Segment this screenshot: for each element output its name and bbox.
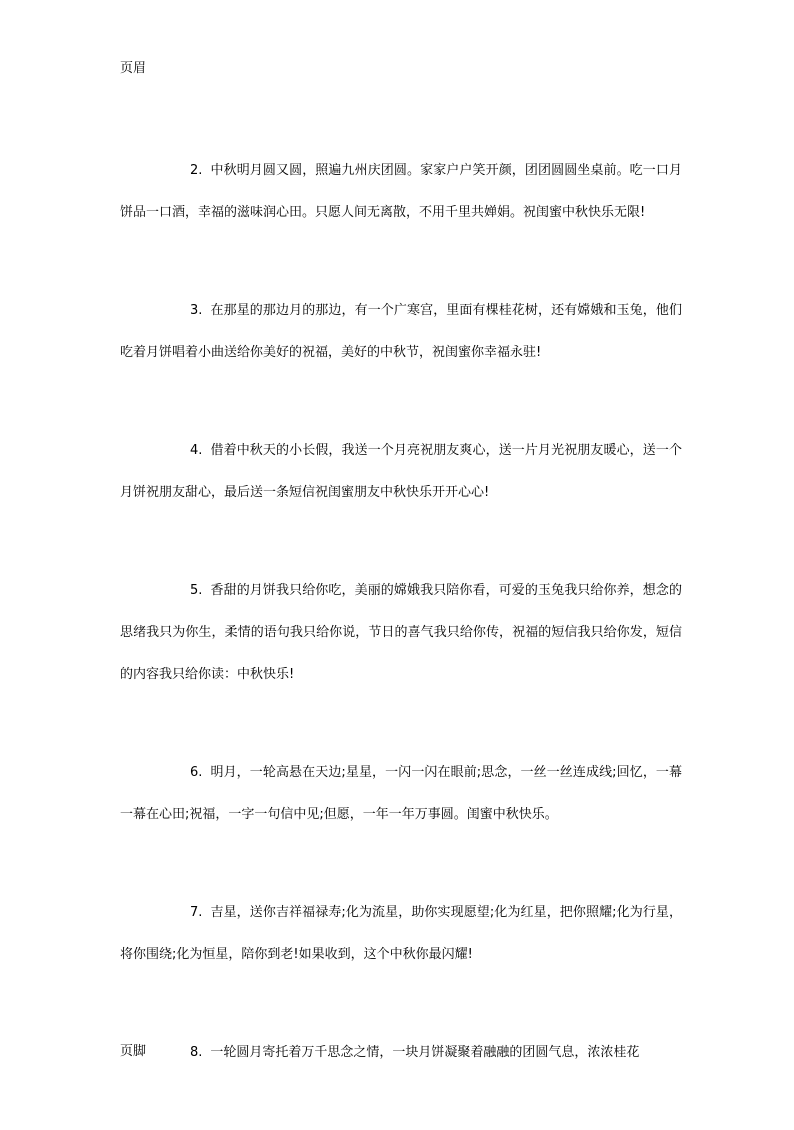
paragraph-number: 7. (190, 905, 203, 920)
paragraph-text: 中秋明月圆又圆，照遍九州庆团圆。家家户户笑开颜，团团圆圆坐桌前。吃一口月饼品一口酒，幸福的滋味润心田。只愿人间无离散，不用千里共婵娟。祝闺蜜中秋快乐无限! (120, 163, 682, 220)
paragraph-text: 在那星的那边月的那边，有一个广寒宫，里面有棵桂花树，还有嫦娥和玉兔，他们吃着月饼唱着小曲送给你美好的祝福，美好的中秋节，祝闺蜜你幸福永驻! (120, 303, 682, 360)
paragraph-8 (120, 1032, 682, 1074)
paragraph-number: 6. (190, 765, 203, 780)
paragraph-7 (120, 892, 682, 976)
paragraph-number: 2. (190, 163, 203, 178)
paragraph-4 (120, 430, 682, 514)
page-header: 页眉 (120, 61, 147, 76)
paragraph-5 (120, 570, 682, 696)
page-footer: 页脚 (120, 1044, 147, 1059)
paragraph-6 (120, 752, 682, 836)
paragraph-text: 吉星，送你吉祥福禄寿;化为流星，助你实现愿望;化为红星，把你照耀;化为行星，将你围绕;化为恒星，陪你到老!如果收到，这个中秋你最闪耀! (120, 905, 682, 962)
paragraph-number: 8. (190, 1045, 203, 1060)
paragraph-3 (120, 290, 682, 374)
document-body (120, 150, 682, 1130)
paragraph-number: 5. (190, 583, 203, 598)
paragraph-number: 4. (190, 443, 203, 458)
paragraph-text: 借着中秋天的小长假，我送一个月亮祝朋友爽心，送一片月光祝朋友暖心，送一个月饼祝朋友甜心，最后送一条短信祝闺蜜朋友中秋快乐开开心心! (120, 443, 682, 500)
paragraph-2 (120, 150, 682, 234)
paragraph-text: 香甜的月饼我只给你吃，美丽的嫦娥我只陪你看，可爱的玉兔我只给你养，想念的思绪我只为你生，柔情的语句我只给你说，节日的喜气我只给你传，祝福的短信我只给你发，短信的内容我只给你读：中秋快乐! (120, 583, 682, 682)
paragraph-text: 明月，一轮高悬在天边;星星，一闪一闪在眼前;思念，一丝一丝连成线;回忆，一幕一幕在心田;祝福，一字一句信中见;但愿，一年一年万事圆。闺蜜中秋快乐。 (120, 765, 682, 822)
paragraph-number: 3. (190, 303, 203, 318)
paragraph-text: 一轮圆月寄托着万千思念之情，一块月饼凝聚着融融的团圆气息，浓浓桂花 (210, 1045, 640, 1060)
